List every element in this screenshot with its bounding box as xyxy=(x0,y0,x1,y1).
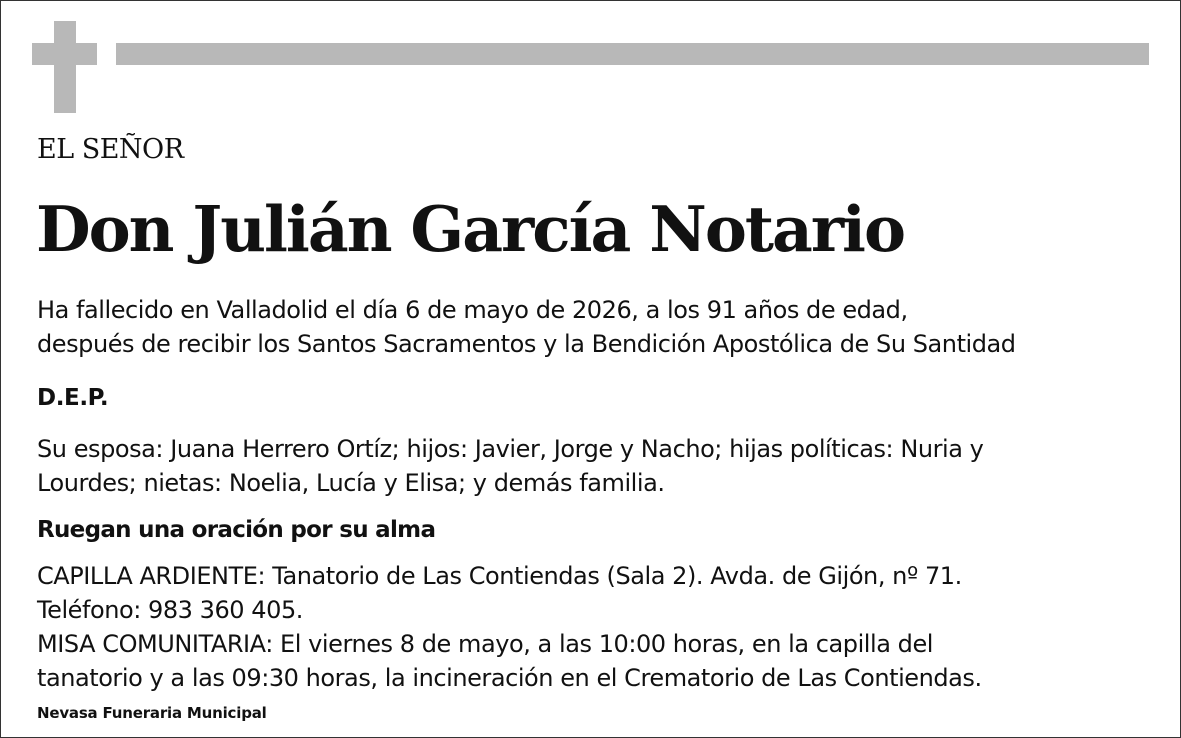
notice-heading: EL SEÑOR xyxy=(37,134,184,165)
cross-vertical-bar xyxy=(54,21,76,113)
service-line: MISA COMUNITARIA: El viernes 8 de mayo, a las 10:00 horas, en la capilla del xyxy=(37,630,933,658)
deceased-name: Don Julián García Notario xyxy=(36,192,904,266)
service-line: tanatorio y a las 09:30 horas, la incineración en el Crematorio de Las Contiendas. xyxy=(37,664,982,692)
cross-horizontal-bar xyxy=(32,43,97,65)
funeral-home-name: Nevasa Funeraria Municipal xyxy=(37,704,267,722)
family-line: Su esposa: Juana Herrero Ortíz; hijos: Javier, Jorge y Nacho; hijas políticas: Nuria y xyxy=(37,435,984,463)
dep-label: D.E.P. xyxy=(37,385,109,411)
service-line: Teléfono: 983 360 405. xyxy=(37,596,303,624)
death-announcement-line: después de recibir los Santos Sacramentos y la Bendición Apostólica de Su Santidad xyxy=(37,330,1016,358)
top-rule xyxy=(116,43,1149,65)
family-line: Lourdes; nietas: Noelia, Lucía y Elisa; y demás familia. xyxy=(37,469,665,497)
prayer-request: Ruegan una oración por su alma xyxy=(37,517,436,543)
service-line: CAPILLA ARDIENTE: Tanatorio de Las Contiendas (Sala 2). Avda. de Gijón, nº 71. xyxy=(37,562,962,590)
death-announcement-line: Ha fallecido en Valladolid el día 6 de mayo de 2026, a los 91 años de edad, xyxy=(37,296,908,324)
